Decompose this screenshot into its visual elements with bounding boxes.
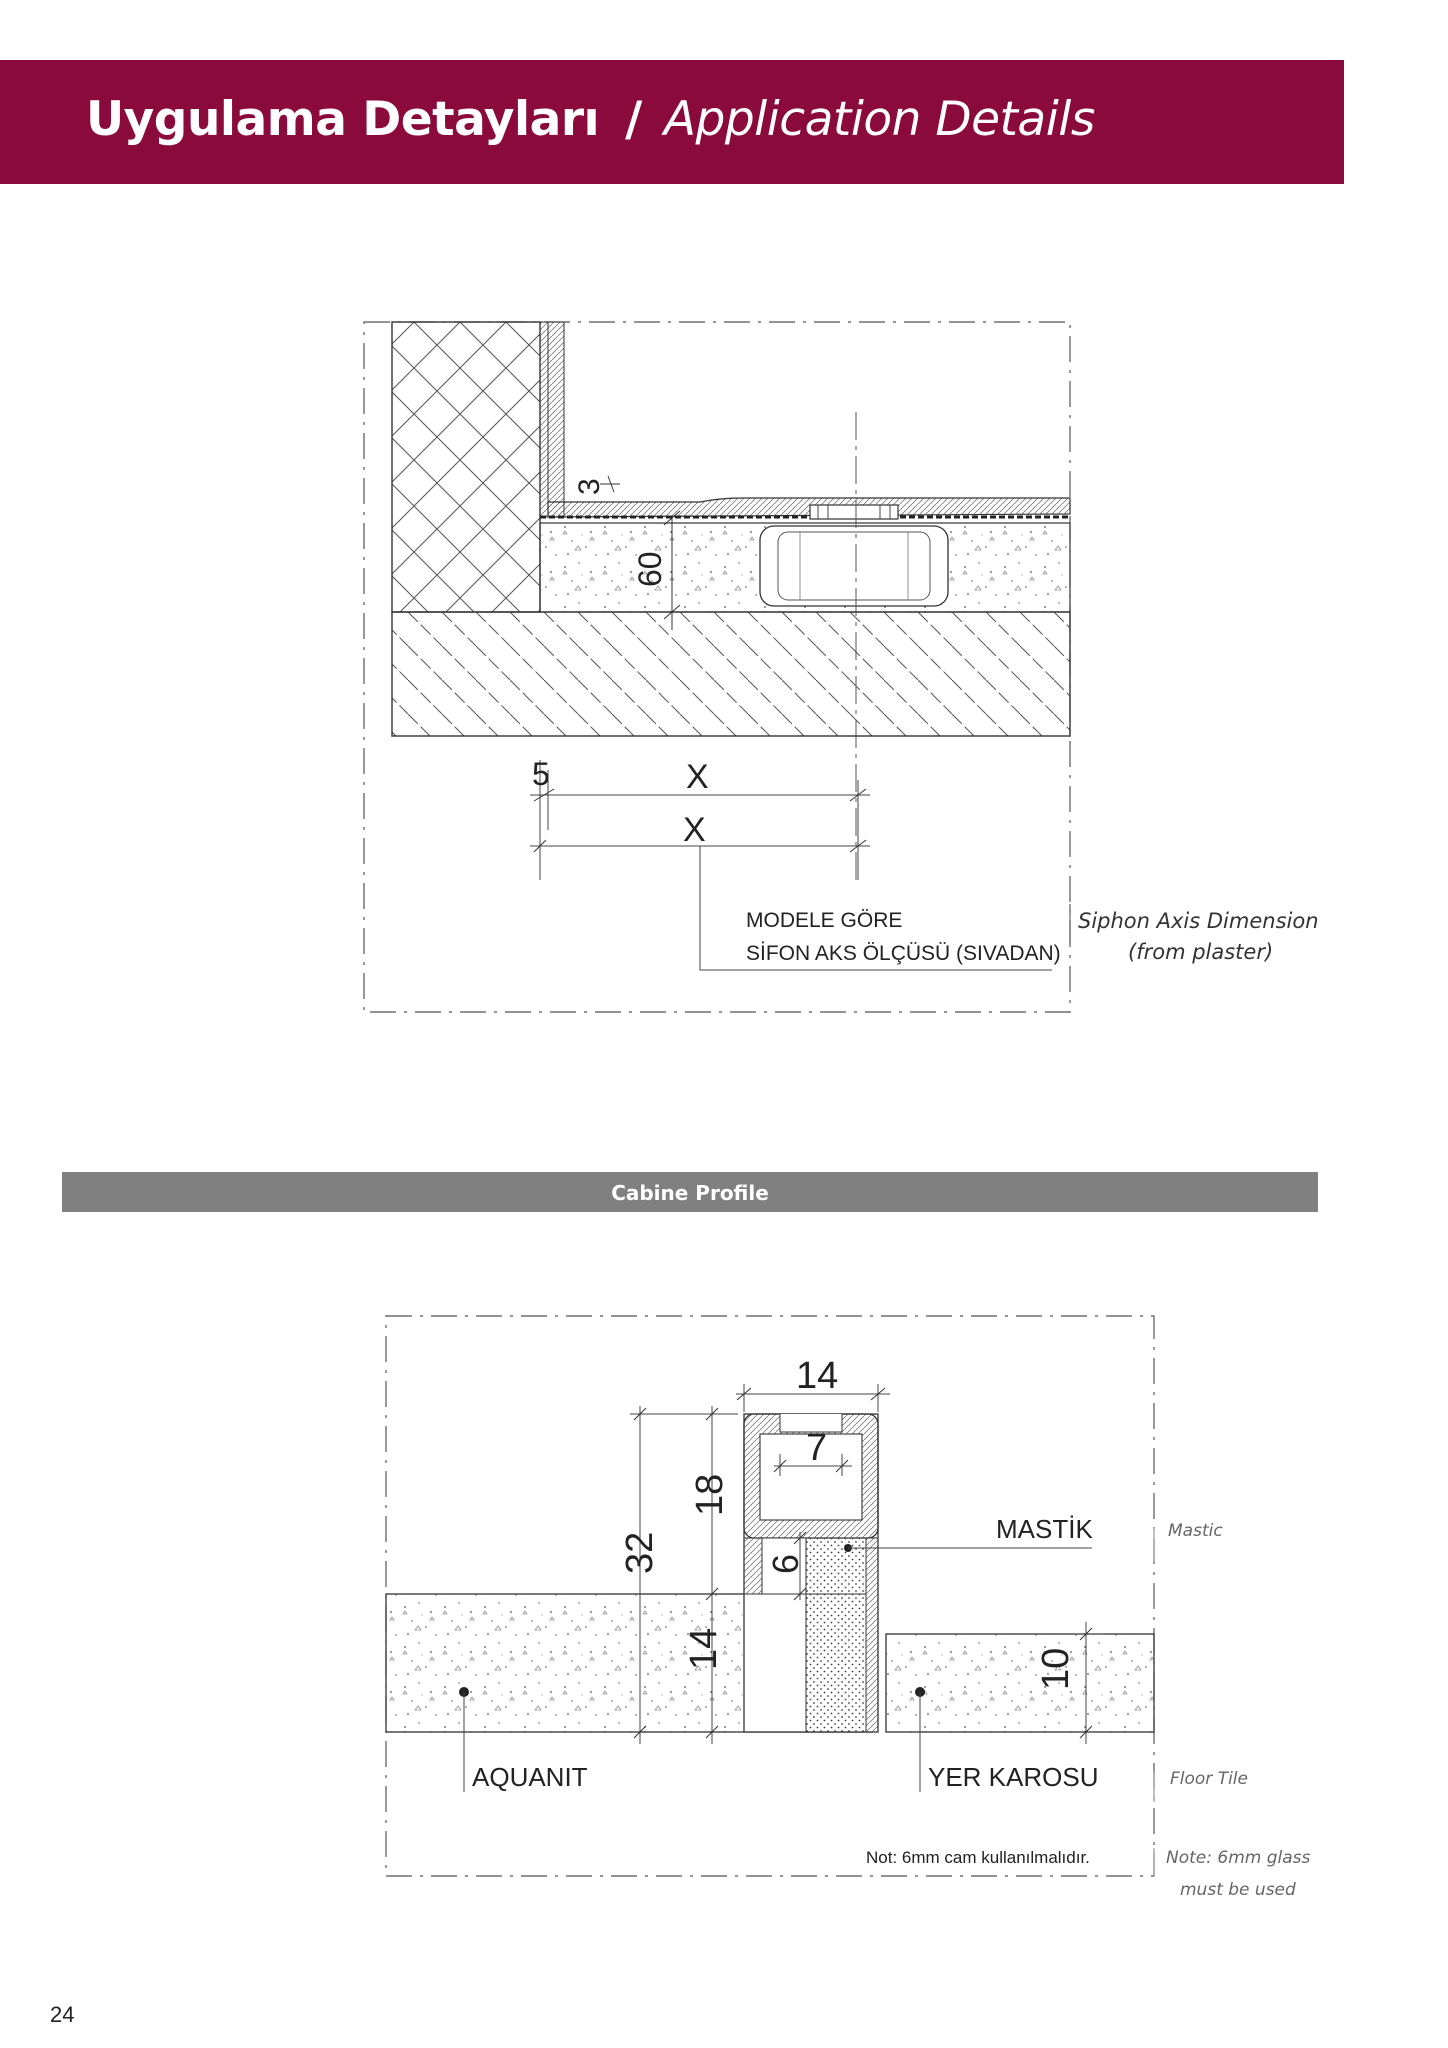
glass-note-tr: Not: 6mm cam kullanılmalıdır. <box>866 1848 1090 1867</box>
dimension-10: 10 <box>1035 1647 1077 1690</box>
siphon-detail-drawing <box>364 322 1070 1012</box>
aquanit-label: AQUANIT <box>472 1762 588 1792</box>
dimension-32: 32 <box>619 1531 661 1574</box>
glass-note-en-line1: Note: 6mm glass <box>1166 1848 1311 1868</box>
mastic-label-en: Mastic <box>1168 1521 1223 1541</box>
dimension-x-upper: X <box>686 758 709 796</box>
floor-tile-label-en: Floor Tile <box>1170 1769 1248 1789</box>
dimension-x-lower: X <box>683 811 706 849</box>
dimension-5: 5 <box>532 756 550 792</box>
dimension-14-top: 14 <box>796 1355 839 1397</box>
section-title: Cabine Profile <box>611 1181 769 1205</box>
title-separator: / <box>625 92 642 147</box>
page-title-english: Application Details <box>663 92 1095 147</box>
siphon-note-tr-line1: MODELE GÖRE <box>746 909 903 932</box>
dimension-6: 6 <box>765 1553 806 1574</box>
section-bar <box>62 1172 1318 1212</box>
dimension-14-side: 14 <box>683 1627 725 1670</box>
siphon-note-tr-line2: SİFON AKS ÖLÇÜSÜ (SIVADAN) <box>746 942 1061 965</box>
floor-tile-label-tr: YER KAROSU <box>928 1762 1099 1792</box>
page-number: 24 <box>50 2002 75 2027</box>
dimension-60: 60 <box>632 551 668 587</box>
page-title-turkish: Uygulama Detayları <box>86 92 600 147</box>
siphon-note-en-line2: (from plaster) <box>1128 940 1274 964</box>
dimension-18: 18 <box>689 1473 731 1516</box>
dimension-7: 7 <box>806 1427 828 1469</box>
siphon-note-en-line1: Siphon Axis Dimension <box>1078 909 1319 933</box>
dimension-3: 3 <box>573 478 606 495</box>
cabine-profile-drawing <box>386 1316 1154 1876</box>
mastic-label-tr: MASTİK <box>996 1514 1093 1544</box>
glass-note-en-line2: must be used <box>1180 1880 1296 1900</box>
